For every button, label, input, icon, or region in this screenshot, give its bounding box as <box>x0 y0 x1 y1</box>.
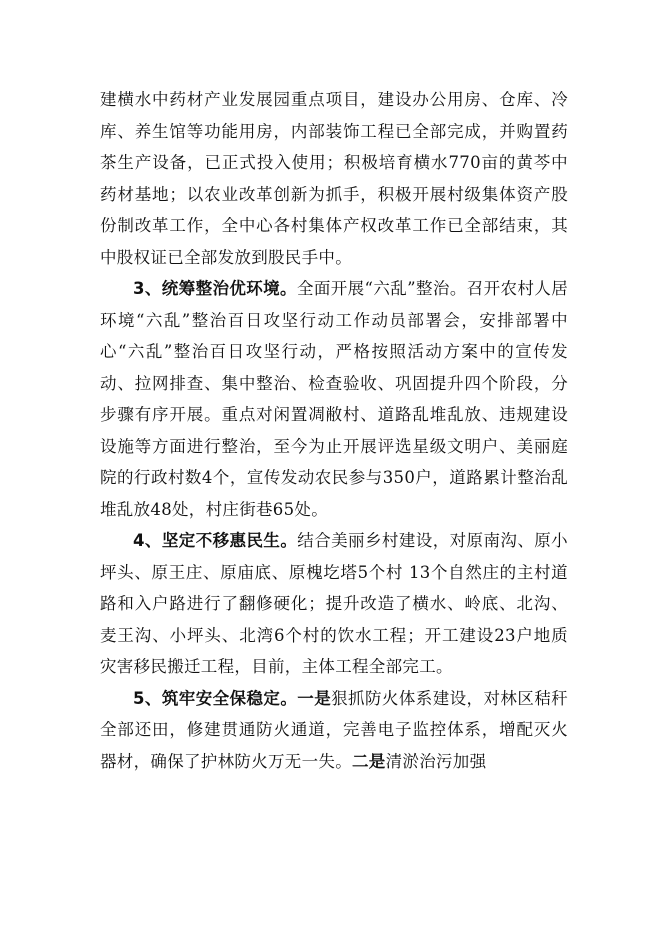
section-heading: 3、统筹整治优环境。 <box>133 279 297 298</box>
paragraph-body: 狠抓防火体系建设，对林区秸秆全部还田，修建贯通防火通道，完善电子监控体系，增配灭火器材，确保了护林防火万无一失。 <box>100 688 568 771</box>
paragraph-body: 全面开展“六乱”整治。召开农村人居环境“六乱”整治百日攻坚行动工作动员部署会，安排部署中心“六乱”整治百日攻坚行动，严格按照活动方案中的宣传发动、拉网排查、集中整治、检查验收、巩固提升四个阶段，分步骤有序开展。重点对闲置凋敝村、道路乱堆乱放、违规建设设施等方面进行整治，至今为止开展评选星级文明户、美丽庭院的行政村数4个，宣传发动农民参与350户，道路累计整治乱堆乱放48处，村庄街巷65处。 <box>100 279 568 519</box>
section-heading: 4、坚定不移惠民生。 <box>133 531 298 550</box>
paragraph-livelihood <box>100 525 568 683</box>
paragraph-body: 结合美丽乡村建设，对原南沟、原小坪头、原王庄、原庙底、原槐圪塔5个村 13个自然庄的主村道路和入户路进行了翻修硬化；提升改造了横水、岭底、北沟、麦王沟、小坪头、北湾6个村的饮水工程；开工建设23户地质灾害移民搬迁工程，目前，主体工程全部完工。 <box>100 531 568 676</box>
paragraph-safety <box>100 683 568 778</box>
document-page <box>100 84 568 777</box>
section-heading: 5、筑牢安全保稳定。 <box>133 688 298 708</box>
paragraph-continuation <box>100 84 568 273</box>
paragraph-body: 清淤治污加强 <box>385 751 487 771</box>
enumeration-lead: 一是 <box>297 688 332 708</box>
enumeration-lead: 二是 <box>352 751 386 771</box>
paragraph-environment <box>100 273 568 525</box>
paragraph-body: 建横水中药材产业发展园重点项目，建设办公用房、仓库、冷库、养生馆等功能用房，内部装饰工程已全部完成，并购置药茶生产设备，已正式投入使用；积极培育横水770亩的黄芩中药材基地；以农业改革创新为抓手，积极开展村级集体资产股份制改革工作，全中心各村集体产权改革工作已全部结束，其中股权证已全部发放到股民手中。 <box>100 90 568 267</box>
